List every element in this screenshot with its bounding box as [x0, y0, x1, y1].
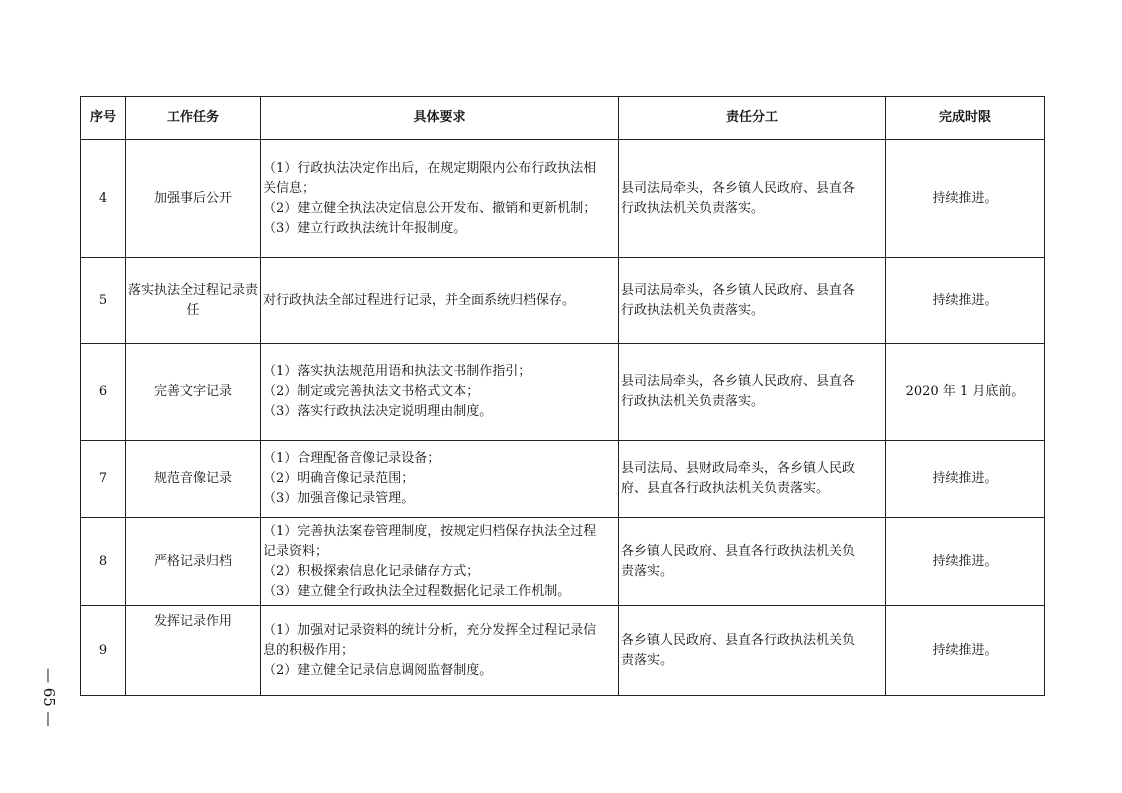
row-responsibility — [619, 258, 886, 344]
requirement-line: （3）落实行政执法决定说明理由制度。 — [263, 404, 493, 419]
page-number: — 65 — — [40, 668, 58, 727]
requirement-line: （2）明确音像记录范围； — [263, 471, 415, 486]
row-requirements — [261, 258, 619, 344]
row-requirements — [261, 441, 619, 518]
row-requirements — [261, 344, 619, 441]
table-row — [81, 344, 1045, 441]
row-task: 加强事后公开 — [126, 140, 261, 258]
row-deadline: 持续推进。 — [886, 518, 1045, 606]
requirement-line: （1）行政执法决定作出后，在规定期限内公布行政执法相 — [263, 160, 597, 176]
requirement-line: （2）建立健全执法决定信息公开发布、撤销和更新机制； — [263, 200, 597, 216]
row-deadline: 持续推进。 — [886, 258, 1045, 344]
responsibility-line: 县司法局、县财政局牵头，各乡镇人民政 — [621, 461, 856, 476]
row-num: 7 — [81, 441, 126, 518]
row-num: 8 — [81, 518, 126, 606]
table-row — [81, 258, 1045, 344]
requirement-line: 对行政执法全部过程进行记录，并全面系统归档保存。 — [263, 292, 576, 308]
responsibility-line: 责落实。 — [621, 563, 674, 579]
row-task: 落实执法全过程记录责任 — [126, 258, 261, 344]
requirement-line: （3）建立健全行政执法全过程数据化记录工作机制。 — [263, 583, 571, 599]
row-task: 规范音像记录 — [126, 441, 261, 518]
requirement-line: （3）加强音像记录管理。 — [263, 491, 415, 506]
row-task: 发挥记录作用 — [126, 606, 261, 696]
row-num: 9 — [81, 606, 126, 696]
responsibility-line: 行政执法机关负责落实。 — [621, 200, 765, 216]
requirement-line: （1）落实执法规范用语和执法文书制作指引； — [263, 364, 532, 379]
row-deadline: 2020 年 1 月底前。 — [886, 344, 1045, 441]
header-responsibility: 责任分工 — [619, 97, 886, 140]
row-responsibility — [619, 441, 886, 518]
header-num: 序号 — [81, 97, 126, 140]
row-deadline: 持续推进。 — [886, 441, 1045, 518]
row-responsibility — [619, 140, 886, 258]
table-row — [81, 518, 1045, 606]
row-requirements — [261, 518, 619, 606]
responsibility-line: 行政执法机关负责落实。 — [621, 394, 765, 409]
row-task: 严格记录归档 — [126, 518, 261, 606]
header-requirements: 具体要求 — [261, 97, 619, 140]
responsibility-line: 县司法局牵头，各乡镇人民政府、县直各 — [621, 282, 856, 298]
header-task: 工作任务 — [126, 97, 261, 140]
requirement-line: （1）完善执法案卷管理制度，按规定归档保存执法全过程 — [263, 523, 597, 539]
row-requirements — [261, 140, 619, 258]
responsibility-line: 各乡镇人民政府、县直各行政执法机关负 — [621, 543, 856, 559]
row-deadline: 持续推进。 — [886, 140, 1045, 258]
responsibility-line: 府、县直各行政执法机关负责落实。 — [621, 481, 830, 496]
requirement-line: （1）加强对记录资料的统计分析，充分发挥全过程记录信 — [263, 622, 597, 638]
row-responsibility — [619, 606, 886, 696]
task-table — [80, 96, 1045, 696]
responsibility-line: 责落实。 — [621, 652, 674, 668]
requirement-line: 记录资料； — [263, 543, 329, 559]
requirement-line: （1）合理配备音像记录设备； — [263, 451, 441, 466]
row-deadline: 持续推进。 — [886, 606, 1045, 696]
requirement-line: （2）制定或完善执法文书格式文本； — [263, 384, 480, 399]
responsibility-line: 各乡镇人民政府、县直各行政执法机关负 — [621, 632, 856, 648]
row-num: 5 — [81, 258, 126, 344]
requirement-line: （2）建立健全记录信息调阅监督制度。 — [263, 662, 493, 678]
table-row — [81, 606, 1045, 696]
row-num: 4 — [81, 140, 126, 258]
requirement-line: 关信息； — [263, 180, 316, 196]
header-deadline: 完成时限 — [886, 97, 1045, 140]
table-row — [81, 441, 1045, 518]
row-requirements — [261, 606, 619, 696]
requirement-line: （2）积极探索信息化记录储存方式； — [263, 563, 480, 579]
row-responsibility — [619, 518, 886, 606]
table-header-row — [81, 97, 1045, 140]
requirement-line: 息的积极作用； — [263, 642, 355, 658]
row-responsibility — [619, 344, 886, 441]
responsibility-line: 行政执法机关负责落实。 — [621, 302, 765, 318]
requirement-line: （3）建立行政执法统计年报制度。 — [263, 220, 467, 236]
table-row — [81, 140, 1045, 258]
row-num: 6 — [81, 344, 126, 441]
row-task: 完善文字记录 — [126, 344, 261, 441]
responsibility-line: 县司法局牵头，各乡镇人民政府、县直各 — [621, 374, 856, 389]
responsibility-line: 县司法局牵头，各乡镇人民政府、县直各 — [621, 180, 856, 196]
